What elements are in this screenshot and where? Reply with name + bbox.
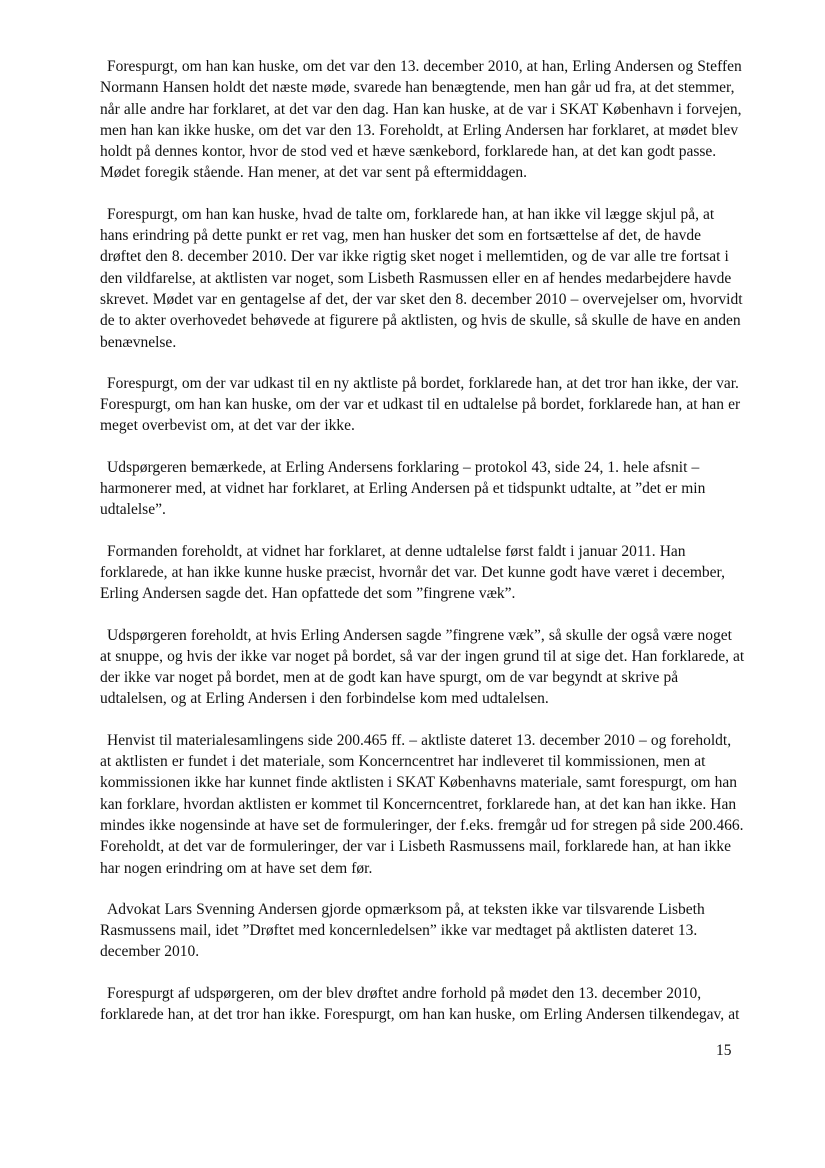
paragraph: Forespurgt, om han kan huske, hvad de talte om, forklarede han, at han ikke vil lægge skjul på, at hans erindring på dette punkt er ret vag, men han husker det som en fortsættelse af det, de havde drøftet den 8. december 2010. Der var ikke rigtig sket noget i mellemtiden, og de var alle tre fortsat i den vildfarelse, at aktlisten var noget, som Lisbeth Rasmussen eller en af hendes medarbejdere havde skrevet. Mødet var en gentagelse af det, der var sket den 8. december 2010 – overvejelser om, hvorvidt de to akter overhovedet behøvede at figurere på aktlisten, og hvis de skulle, så skulle de have en anden benævnelse. bbox=[100, 205, 743, 351]
paragraph: Forespurgt, om han kan huske, om det var den 13. december 2010, at han, Erling Andersen og Steffen Normann Hansen holdt det næste møde, svarede han benægtende, men han går ud fra, at det stemmer, når alle andre har forklaret, at det var den dag. Han kan huske, at de var i SKAT København i forvejen, men han kan ikke huske, om det var den 13. Foreholdt, at Erling Andersen har forklaret, at mødet blev holdt på dennes kontor, hvor de stod ved et hæve sænkebord, forklarede han, at det kan godt passe. Mødet foregik stående. Han mener, at det var sent på eftermiddagen. bbox=[100, 58, 742, 182]
paragraph: Udspørgeren bemærkede, at Erling Andersens forklaring – protokol 43, side 24, 1. hele afsnit – harmonerer med, at vidnet har forklaret, at Erling Andersen på et tidspunkt udtalte, at ”det er min udtalelse”. bbox=[100, 458, 706, 519]
page-number: 15 bbox=[716, 1042, 732, 1059]
paragraph: Henvist til materialesamlingens side 200.465 ff. – aktliste dateret 13. december 2010 – og foreholdt, at aktlisten er fundet i det materiale, som Koncerncentret har indleveret til kommissionen, men at kommissionen ikke har kunnet finde aktlisten i SKAT Københavns materiale, samt forespurgt, om han kan forklare, hvordan aktlisten er kommet til Koncerncentret, forklarede han, at det kan han ikke. Han mindes ikke nogensinde at have set de formuleringer, der f.eks. fremgår ud for stregen på side 200.466. Foreholdt, at det var de formuleringer, der var i Lisbeth Rasmussens mail, forklarede han, at han ikke har nogen erindring om at have set dem før. bbox=[100, 731, 744, 877]
paragraph: Advokat Lars Svenning Andersen gjorde opmærksom på, at teksten ikke var tilsvarende Lisbeth Rasmussens mail, idet ”Drøftet med koncernledelsen” ikke var medtaget på aktlisten dateret 13. december 2010. bbox=[100, 900, 705, 961]
paragraph: Formanden foreholdt, at vidnet har forklaret, at denne udtalelse først faldt i januar 2011. Han forklarede, at han ikke kunne huske præcist, hvornår det var. Det kunne godt have været i december, Erling Andersen sagde det. Han opfattede det som ”fingrene væk”. bbox=[100, 542, 725, 603]
document-body bbox=[100, 56, 745, 1045]
paragraph: Udspørgeren foreholdt, at hvis Erling Andersen sagde ”fingrene væk”, så skulle der også være noget at snuppe, og hvis der ikke var noget på bordet, så var der ingen grund til at sige det. Han forklarede, at der ikke var noget på bordet, men at de godt kan have spurgt, om de var begyndt at skrive på udtalelsen, og at Erling Andersen i den forbindelse kom med udtalelsen. bbox=[100, 626, 745, 708]
paragraph: Forespurgt, om der var udkast til en ny aktliste på bordet, forklarede han, at det tror han ikke, der var. Forespurgt, om han kan huske, om der var et udkast til en udtalelse på bordet, forklarede han, at han er meget overbevist om, at det var der ikke. bbox=[100, 374, 741, 435]
paragraph: Forespurgt af udspørgeren, om der blev drøftet andre forhold på mødet den 13. december 2010, forklarede han, at det tror han ikke. Forespurgt, om han kan huske, om Erling Andersen tilkendegav, at bbox=[100, 984, 740, 1023]
